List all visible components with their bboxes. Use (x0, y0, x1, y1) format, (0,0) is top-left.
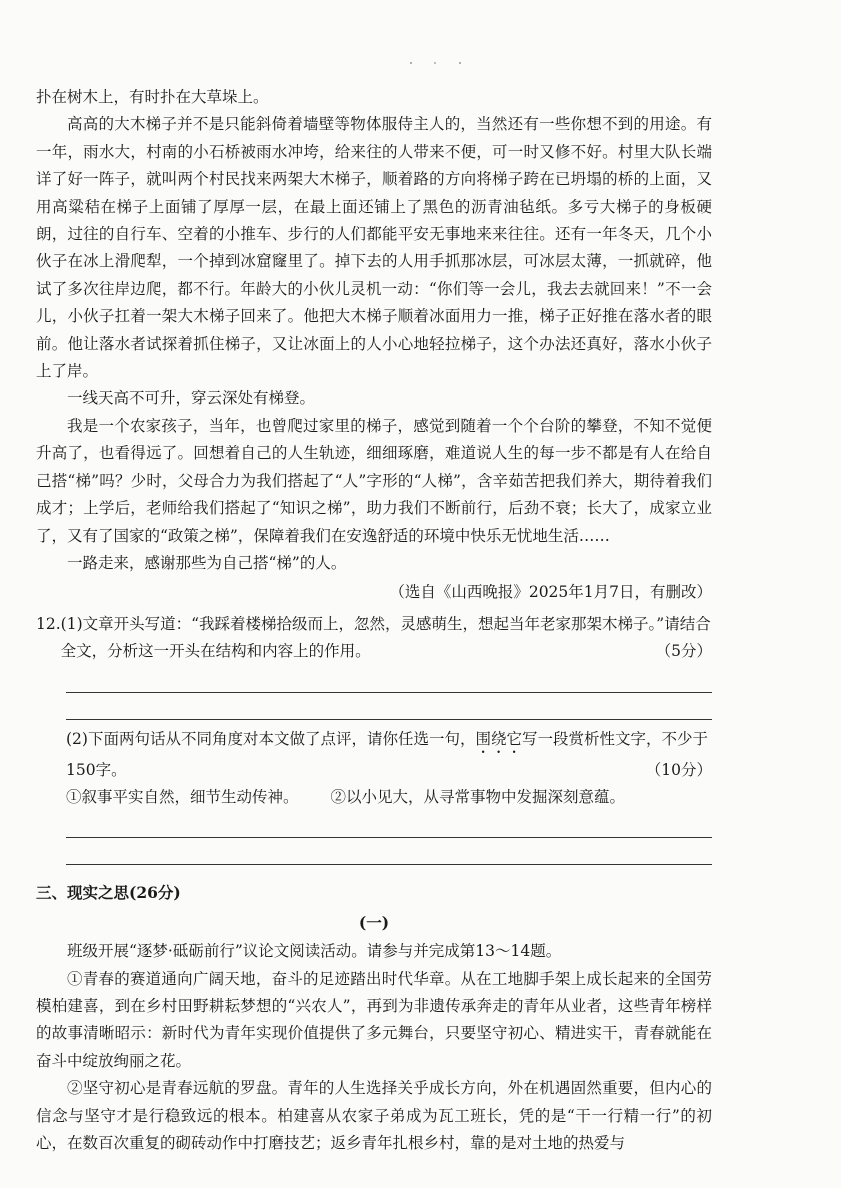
question-12-part2-text-a: (2)下面两句话从不同角度对本文做了点评，请你任选一句， (66, 729, 476, 748)
option-2: ②以小见大，从寻常事物中发掘深刻意蕴。 (330, 787, 626, 806)
answer-line[interactable] (66, 666, 712, 693)
question-12-part1-score: （5分） (655, 642, 712, 661)
question-12 (36, 611, 712, 866)
question-12-options (66, 784, 712, 811)
question-12-part2 (66, 726, 712, 784)
story-paragraph-ending: 一路走来，感谢那些为自己搭“梯”的人。 (67, 553, 347, 572)
section-heading: 三、现实之思(26分) (36, 883, 181, 903)
essay-paragraph-2: ②坚守初心是青春远航的罗盘。青年的人生选择关乎成长方向，外在机遇固然重要，但内心的信念与坚守才是行稳致远的根本。柏建喜从农家子弟成为瓦工班长，凭的是“干一行精一行”的初心，在数百次重复的砌砖动作中打磨技艺；返乡青年扎根乡村，靠的是对土地的热爱与 (36, 1079, 712, 1152)
question-number: 12. (36, 614, 61, 633)
story-opening-line: 扑在树木上，有时扑在大草垛上。 (36, 88, 269, 106)
story-paragraph-couplet: 一线天高不可升，穿云深处有梯登。 (67, 389, 316, 408)
section-intro: 班级开展“逐梦·砥砺前行”议论文阅读活动。请参与并完成第13～14题。 (67, 942, 562, 961)
essay-paragraph-1: ①青春的赛道通向广阔天地，奋斗的足迹踏出时代华章。从在工地脚手架上成长起来的全国劳模柏建喜，到在乡村田野耕耘梦想的“兴农人”，再到为非遗传承奔走的青年从业者，这些青年榜样的故事清晰昭示：新时代为青年实现价值提供了多元舞台，只要坚守初心、精进实干，青春就能在奋斗中绽放绚丽之花。 (36, 969, 712, 1070)
question-12-part2-text-b: 写一段赏析性文字，不少于150字。 (66, 729, 708, 779)
story-paragraph-ladder-uses: 高高的大木梯子并不是只能斜倚着墙壁等物体服侍主人的，当然还有一些你想不到的用途。有一年，雨水大，村南的小石桥被雨水冲垮，给来往的人带来不便，可一时又修不好。村里大队长端详了好一阵子，就叫两个村民找来两架大木梯子，顺着路的方向将梯子跨在已坍塌的桥的上面，又用高粱秸在梯子上面铺了厚厚一层，在最上面还铺上了黑色的沥青油毡纸。多亏大梯子的身板硬朗，过往的自行车、空着的小推车、步行的人们都能平安无事地来来往往。还有一年冬天，几个小伙子在冰上滑爬犁，一个掉到冰窟窿里了。掉下去的人用手抓那冰层，可冰层太薄，一抓就碎，他试了多次往岸边爬，都不行。年龄大的小伙儿灵机一动：“你们等一会儿，我去去就回来！”不一会儿，小伙子扛着一架大木梯子回来了。他把大木梯子顺着冰面用力一推，梯子正好推在落水者的眼前。他让落水者试探着抓住梯子，又让冰面上的人小心地轻拉梯子，这个办法还真好，落水小伙子上了岸。 (36, 115, 712, 381)
question-12-part1 (36, 611, 712, 666)
question-12-part1-text: (1)文章开头写道：“我踩着楼梯拾级而上，忽然，灵感萌生，想起当年老家那架木梯子。”请结合全文，分析这一开头在结构和内容上的作用。 (60, 614, 711, 661)
question-12-part2-score: （10分） (645, 760, 712, 779)
story-source: （选自《山西晚报》2025年1月7日，有删改） (389, 583, 712, 602)
story-paragraph-reflection: 我是一个农家孩子，当年，也曾爬过家里的梯子，感觉到随着一个个台阶的攀登，不知不觉便升高了，也看得远了。回想着自己的人生轨迹，细细琢磨，难道说人生的每一步不都是有人在给自己搭“梯”吗？少时，父母合力为我们搭起了“人”字形的“人梯”，含辛茹苦把我们养大，期待着我们成才；上学后，老师给我们搭起了“知识之梯”，助力我们不断前行，后劲不衰；长大了，成家立业了，又有了国家的“政策之梯”，保障着我们在安逸舒适的环境中快乐无忧地生活…… (36, 416, 712, 545)
scan-mark (405, 60, 465, 66)
emphasized-phrase: 围绕它 (475, 729, 522, 748)
answer-line[interactable] (66, 811, 712, 838)
section-subheading: (一) (358, 912, 390, 932)
answer-line[interactable] (66, 838, 712, 865)
page-content (36, 84, 712, 1157)
option-1: ①叙事平实自然，细节生动传神。 (66, 787, 299, 806)
answer-line[interactable] (66, 693, 712, 720)
